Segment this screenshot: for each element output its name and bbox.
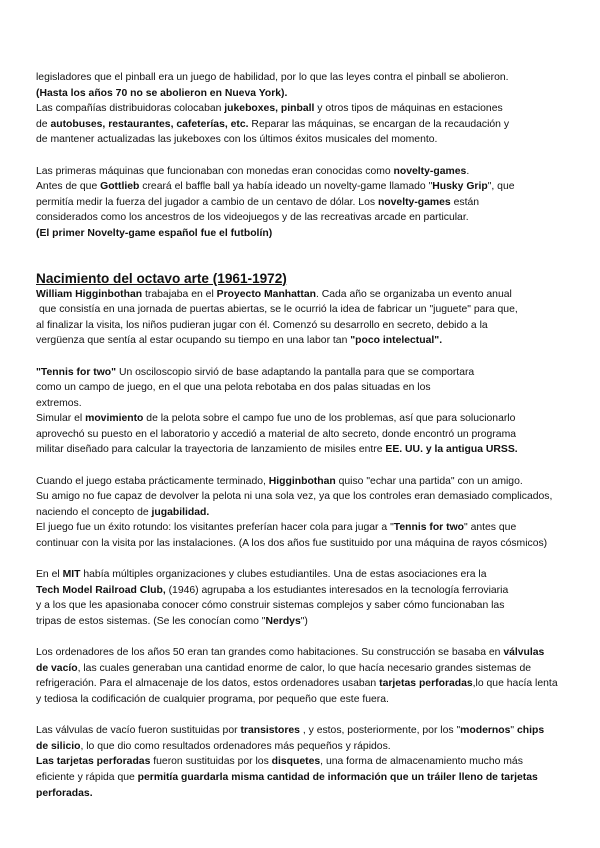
- text: trabajaba en el: [142, 288, 217, 300]
- bold-text: disquetes: [271, 756, 321, 768]
- text: Su amigo no fue capaz de devolver la pelota ni una sola vez, ya que los controles eran demasiado complicados,: [36, 491, 553, 503]
- bold-text: Las tarjetas perforadas: [36, 756, 151, 768]
- text: legisladores que el pinball era un juego de habilidad, por lo que las leyes contra el pinball se abolieron.: [36, 72, 509, 83]
- text: permitía medir la fuerza del jugador a cambio de un centavo de dólar. Los: [36, 196, 378, 208]
- paragraph-line: [36, 333, 572, 349]
- bold-text: Gottlieb: [100, 181, 140, 193]
- text: . Cada año se organizaba un evento anual: [315, 288, 512, 300]
- bold-text: "Tennis for two": [36, 366, 117, 378]
- text: Reparar las máquinas, se encargan de la recaudación y: [248, 118, 510, 130]
- text: como un campo de juego, en el que una pelota rebotaba en dos palas situadas en los: [36, 382, 431, 394]
- paragraph-line: [36, 505, 572, 521]
- text: fueron sustituidas por los: [150, 756, 272, 768]
- text: ": [510, 725, 517, 737]
- paragraph-line: [36, 380, 572, 396]
- paragraph-line: [36, 442, 572, 458]
- text: vergüenza que sentía al estar ocupando su tiempo en una labor tan: [36, 335, 351, 347]
- text: En el: [36, 569, 63, 581]
- text: continuar con la visita por las instalaciones. (A los dos años fue sustituido por una máquina de rayos cósmicos): [36, 538, 548, 550]
- paragraph-line: [36, 179, 572, 195]
- bold-text: William Higginbothan: [36, 288, 143, 300]
- text: , y estos, posteriormente, por los ": [299, 725, 461, 737]
- text: y a los que les apasionaba conocer cómo construir sistemas complejos y saber cómo funcionaban las: [36, 600, 505, 612]
- bold-text: novelty-games: [393, 165, 467, 177]
- text: , una forma de almacenamiento mucho más: [320, 756, 523, 768]
- bold-text: perforadas.: [36, 787, 93, 799]
- bold-text: novelty-games: [377, 196, 451, 208]
- paragraph-line: [36, 365, 572, 381]
- text: Las válvulas de vacío fueron sustituidas por: [36, 725, 241, 737]
- text: El juego fue un éxito rotundo: los visitantes preferían hacer cola para jugar a ": [36, 522, 394, 534]
- text: de mantener actualizadas las jukeboxes con los últimos éxitos musicales del momento.: [36, 134, 438, 146]
- paragraph-line: [36, 645, 572, 661]
- paragraph-line: [36, 536, 572, 552]
- paragraph-line: [36, 396, 572, 412]
- bold-text: Husky Grip: [432, 181, 488, 193]
- text: de: [36, 118, 51, 130]
- paragraph-line: [36, 210, 572, 226]
- text: y otros tipos de máquinas en estaciones: [314, 103, 503, 115]
- bold-text: Higginbothan: [268, 475, 336, 487]
- paragraph-line: [36, 318, 572, 334]
- paragraph-line: [36, 770, 572, 786]
- text: (1946) agrupaba a los estudiantes interesados en la tecnología ferroviaria: [165, 584, 509, 596]
- text: están: [450, 196, 480, 208]
- bold-text: modernos: [460, 725, 511, 737]
- paragraph-line: [36, 427, 572, 443]
- text: tripas de estos sistemas. (Se les conocían como ": [36, 616, 266, 627]
- paragraph-line: [36, 723, 572, 739]
- paragraph-line: [36, 583, 572, 599]
- text: extremos.: [36, 397, 82, 409]
- paragraph-line: [36, 164, 572, 180]
- paragraph-line: [36, 411, 572, 427]
- bold-text: Tennis for two: [393, 522, 464, 534]
- text: quiso "echar una partida" con un amigo.: [335, 475, 523, 487]
- paragraph-line: [36, 70, 572, 86]
- bold-text: tarjetas perforadas: [379, 678, 473, 690]
- text: ", que: [487, 181, 515, 193]
- paragraph-line: [36, 287, 572, 303]
- text: naciendo el concepto de: [36, 506, 152, 518]
- text: y tediosa la codificación de cualquier programa, por pequeño que este fuera.: [36, 693, 389, 705]
- bold-text: EE. UU. y la antigua URSS.: [385, 444, 518, 456]
- paragraph-line: [36, 474, 572, 490]
- text: aprovechó su puesto en el laboratorio y accedió a material de alto secreto, donde encontró un programa: [36, 428, 516, 440]
- bold-text: chips: [516, 725, 545, 737]
- paragraph-line: [36, 117, 572, 133]
- bold-text: autobuses, restaurantes, cafeterías, etc.: [50, 118, 249, 130]
- bold-text: transistores: [240, 725, 300, 737]
- text: había múltiples organizaciones y clubes estudiantiles. Una de estas asociaciones era la: [80, 569, 487, 581]
- paragraph-line: [36, 489, 572, 505]
- bold-text: (: [36, 227, 40, 239]
- text: militar diseñado para calcular la trayectoria de lanzamiento de misiles entre: [36, 444, 386, 456]
- bold-text: válvulas: [503, 647, 545, 659]
- section-heading: Nacimiento del octavo arte (1961-1972): [36, 270, 287, 286]
- text: que consistía en una jornada de puertas abiertas, se le ocurrió la idea de fabricar un "juguete" para que,: [39, 304, 518, 316]
- bold-text: El primer Novelty-game español fue el futbolín: [39, 227, 269, 239]
- bold-text: "poco intelectual".: [350, 335, 443, 347]
- text: " antes que: [464, 522, 517, 534]
- text: refrigeración. Para el almacenaje de los datos, estos ordenadores usaban: [36, 678, 380, 690]
- text: Un osciloscopio sirvió de base adaptando la pantalla para que se comportara: [116, 366, 475, 378]
- bold-text: jugabilidad.: [151, 506, 210, 518]
- paragraph-line: [36, 195, 572, 211]
- paragraph-line: [36, 302, 572, 318]
- paragraph-line: [36, 786, 572, 802]
- text: de la pelota sobre el campo fue uno de los problemas, así que para solucionarlo: [143, 413, 516, 425]
- text: ,lo que hacía lenta: [472, 678, 558, 690]
- paragraph-line: [36, 101, 572, 117]
- paragraph-line: [36, 226, 572, 242]
- text: , lo que dio como resultados ordenadores más pequeños y rápidos.: [80, 740, 391, 752]
- text: Las compañías distribuidoras colocaban: [36, 103, 225, 115]
- text: .: [466, 165, 470, 177]
- text: Las primeras máquinas que funcionaban con monedas eran conocidas como: [36, 165, 394, 177]
- text: creará el baffle ball ya había ideado un novelty-game llamado ": [139, 181, 433, 193]
- text: al finalizar la visita, los niños pudieran jugar con él. Comenzó su desarrollo en secreto, debido a la: [36, 319, 488, 331]
- bold-text: de vacío: [36, 662, 78, 674]
- paragraph-line: [36, 520, 572, 536]
- text: considerados como los ancestros de los videojuegos y de las recreativas arcade en particular.: [36, 212, 469, 224]
- text: Simular el: [36, 413, 86, 425]
- bold-text: ): [268, 227, 273, 239]
- text: eficiente y rápida que: [36, 771, 138, 783]
- paragraph-line: [36, 132, 572, 148]
- text: Los ordenadores de los años 50 eran tan grandes como habitaciones. Su construcción se basaba en: [36, 647, 504, 659]
- paragraph-line: [36, 598, 572, 614]
- text: Cuando el juego estaba prácticamente terminado,: [36, 475, 269, 487]
- paragraph-line: [36, 661, 572, 677]
- bold-text: de silicio: [36, 740, 81, 752]
- bold-text: jukeboxes, pinball: [224, 103, 315, 115]
- paragraph-line: [36, 676, 572, 692]
- text: "): [300, 616, 308, 627]
- document-page: [36, 70, 572, 801]
- bold-text: (Hasta los años 70 no se abolieron en Nueva York).: [36, 87, 288, 99]
- text: , las cuales generaban una cantidad enorme de calor, lo que hacía necesario grandes sistemas de: [77, 662, 532, 674]
- bold-text: MIT: [62, 569, 81, 581]
- bold-text: permitía guardarla misma cantidad de información que un tráiler lleno de tarjetas: [137, 771, 538, 783]
- bold-text: Proyecto Manhattan: [216, 288, 316, 300]
- paragraph-line: [36, 754, 572, 770]
- text: Antes de que: [36, 181, 101, 193]
- paragraph-line: [36, 86, 572, 102]
- paragraph-line: [36, 614, 572, 630]
- bold-text: movimiento: [85, 413, 144, 425]
- paragraph-line: [36, 739, 572, 755]
- bold-text: Nerdys: [265, 616, 301, 627]
- paragraph-line: [36, 567, 572, 583]
- paragraph-line: [36, 692, 572, 708]
- bold-text: Tech Model Railroad Club,: [36, 584, 166, 596]
